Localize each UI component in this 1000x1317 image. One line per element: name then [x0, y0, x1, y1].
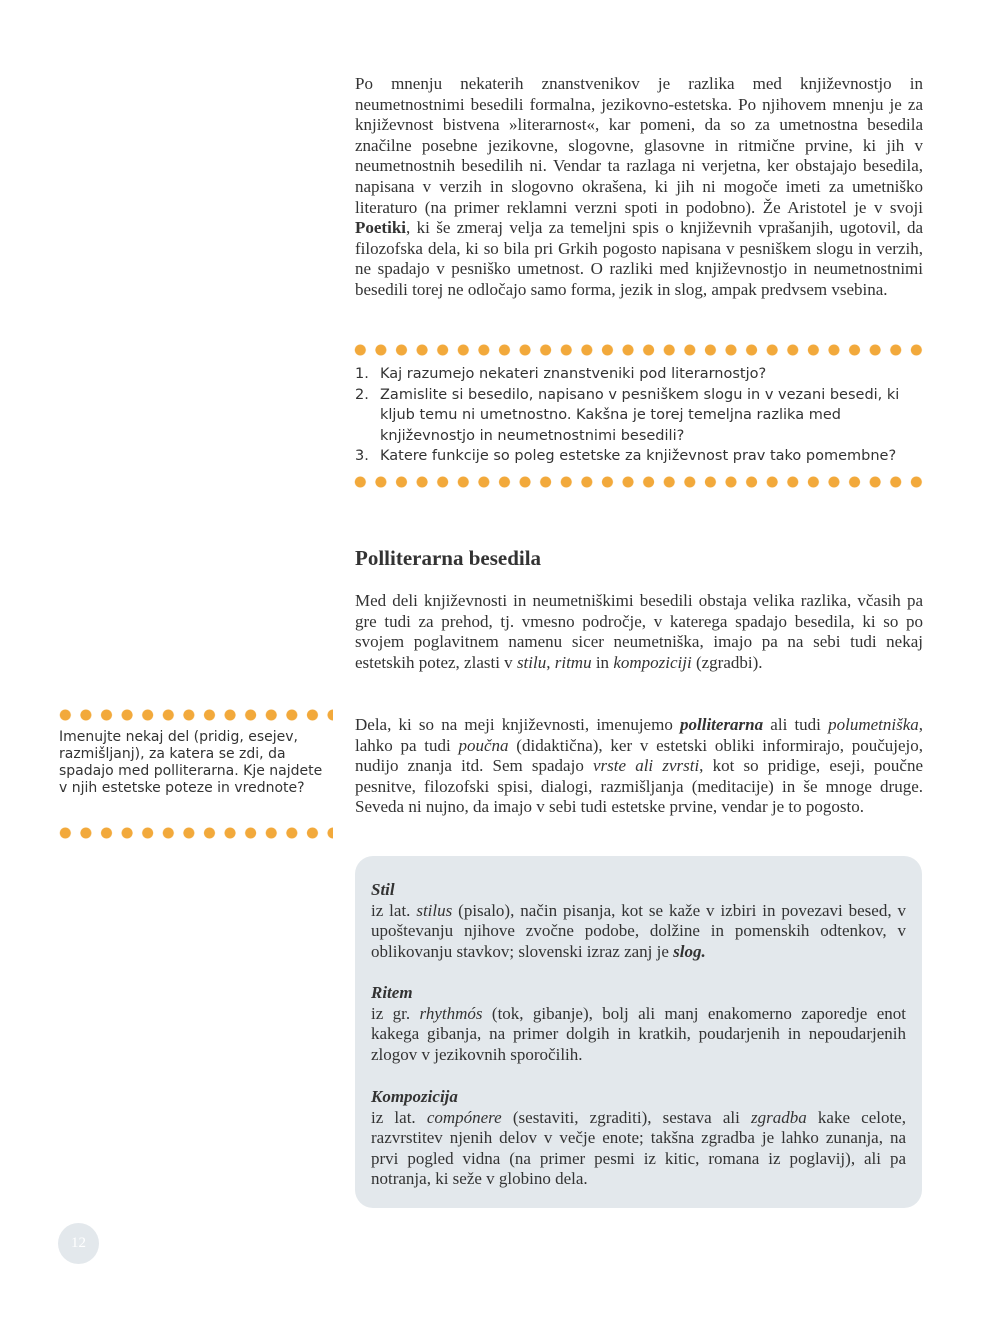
- para2-text-d: (didaktična), ker v estetski obliki informirajo, poučujejo, nudijo znanja itd. Sem spadajo: [355, 735, 923, 776]
- para1-text-b: (zgradbi).: [691, 652, 763, 672]
- sidebar-dotted-divider-top: [55, 709, 333, 721]
- para1-term-kompoziciji: kompoziciji: [613, 652, 692, 672]
- question-text: Zamislite si besedilo, napisano v pesniškem slogu in v vezani besedi, ki kljub temu ni umetnostno. Kakšna je torej temeljna razlika med književnostjo in neumetnostnimi besedili?: [380, 386, 900, 444]
- definition-text: (sestaviti, zgraditi), sestava ali: [501, 1107, 752, 1127]
- definition-etymology: compónere: [426, 1107, 502, 1127]
- question-text: Katere funkcije so poleg estetske za književnost prav tako pomembne?: [380, 448, 897, 465]
- question-item: [355, 385, 925, 447]
- question-number: 3.: [355, 448, 369, 465]
- section-title: Polliterarna besedila: [355, 546, 542, 570]
- para2-term-polumetniska: polumetniška: [828, 715, 919, 734]
- question-text: Kaj razumejo nekateri znanstveniki pod literarnostjo?: [380, 366, 767, 382]
- glossary-term-title: Kompozicija: [371, 1087, 458, 1106]
- para2-text-b: ali tudi: [763, 715, 829, 734]
- para2-text-c: , lahko pa tudi: [355, 715, 923, 755]
- page-number-badge: 12: [58, 1223, 99, 1264]
- glossary-term-title: Stil: [371, 880, 395, 899]
- para2-term-polliterarna: polliterarna: [680, 715, 764, 734]
- definition-text: kake celote, razvrstitev njenih delov v večje enote; takšna zgradba je lahko zunanja, na prvi pogled vidna (na primer pesmi iz kitic, romana iz poglavij), ali pa notranja, ki seže v globino dela.: [371, 1107, 906, 1189]
- dotted-divider-bottom: [350, 476, 928, 488]
- definition-etymology: rhythmós: [419, 1003, 483, 1023]
- definition-text: (tok, gibanje), bolj ali manj enakomerno zaporedje enot kakega gibanja, na primer dolgih in kratkih, poudarjenih in nepoudarjenih zlogov v jezikovnih sporočilih.: [371, 1003, 906, 1064]
- glossary-entry-ritem: [371, 983, 906, 1065]
- para2-term-vrste: vrste ali zvrsti: [593, 756, 700, 776]
- questions-list: [355, 364, 925, 467]
- para1-separator: ,: [546, 652, 555, 672]
- glossary-box: [355, 856, 922, 1208]
- dotted-divider-top: [350, 344, 928, 356]
- sidebar-dotted-divider-bottom: [55, 827, 333, 839]
- glossary-term-definition: [371, 1004, 906, 1066]
- intro-text-part-2: , ki še zmeraj velja za temeljni spis o književnih vprašanjih, ugotovil, da filozofska dela, ki so bila pri Grkih pogosto napisana v pesniškem slogu in verzih, ne spadajo v pesniško umetnost. O razliki med književnostjo in neumetnostnimi besedili torej ne odločajo samo forma, jezik in slog, ampak predvsem vsebina.: [355, 218, 923, 299]
- glossary-term-definition: [371, 901, 906, 963]
- para2-text-a: Dela, ki so na meji književnosti, imenujemo: [355, 715, 680, 734]
- glossary-entry-kompozicija: [371, 1087, 906, 1190]
- definition-text: (pisalo), način pisanja, kot se kaže v izbiri in povezavi besed, v upoštevanju njihove zvočne podobe, dolžine in pomenskih odtenkov, v oblikovanju stavkov; slovenski izraz zanj je: [371, 900, 906, 961]
- definition-text: iz lat.: [371, 1107, 427, 1127]
- glossary-term-definition: [371, 1108, 906, 1190]
- sidebar-task-text: Imenujte nekaj del (pridig, esejev, razmišljanj), za katera se zdi, da spadajo med polliterarna. Kje najdete v njih estetske poteze in vrednote?: [59, 729, 323, 796]
- intro-poetiki-emphasis: Poetiki: [355, 218, 406, 238]
- intro-text-part-1: Po mnenju nekaterih znanstvenikov je razlika med književnostjo in neumetnostnimi besedili formalna, jezikovno-estetska. Po njihovem mnenju je za književnost bistvena »literarnost«, kar pomeni, da so za umetnostna besedila značilne posebne jezikovne, slogovne, glasovne in ritmične prvine, ki jih v neumetnostnih besedilih ni. Vendar ta razlaga ni verjetna, ker obstajajo besedila, napisana v verzih in slogovno okrašena, ki jih ni mogoče imeti za umetniško literaturo (na primer reklamni verzni spoti in podobno). Že Aristotel je v svoji: [355, 74, 923, 217]
- definition-text: iz lat.: [371, 900, 417, 920]
- glossary-entry-stil: [371, 880, 906, 962]
- definition-text: iz gr.: [371, 1003, 420, 1023]
- definition-etymology: stilus: [416, 900, 453, 920]
- definition-slog-emphasis: slog.: [673, 941, 706, 961]
- question-item: [355, 364, 925, 385]
- section-paragraph-1: [355, 591, 923, 673]
- intro-paragraph: [355, 74, 923, 301]
- para2-text-e: , kot so pridige, eseji, poučne pesnitve, filozofski spisi, dialogi, razmišljanja (meditacije) in še mnoge druge. Seveda ni nujno, da imajo v sebi tudi estetske prvine, vendar je to pogosto.: [355, 756, 923, 817]
- para1-term-ritmu: ritmu: [554, 652, 592, 672]
- section-paragraph-2: [355, 715, 923, 818]
- definition-zgradba-emphasis: zgradba: [751, 1107, 807, 1127]
- para1-text-a: Med deli književnosti in neumetniškimi besedili obstaja velika razlika, včasih pa gre tudi za prehod, tj. vmesno področje, v katerega spadajo besedila, ki so po svojem poglavitnem namenu sicer neumetniška, imajo pa na sebi tudi nekaj estetskih potez, zlasti v: [355, 591, 923, 672]
- glossary-term-title: Ritem: [371, 983, 413, 1002]
- para2-term-poucna: poučna: [458, 735, 509, 755]
- question-number: 2.: [355, 386, 369, 403]
- para1-term-stil: stilu: [516, 652, 547, 672]
- question-item: [355, 446, 925, 467]
- para1-separator: in: [591, 652, 614, 672]
- question-number: 1.: [355, 366, 369, 382]
